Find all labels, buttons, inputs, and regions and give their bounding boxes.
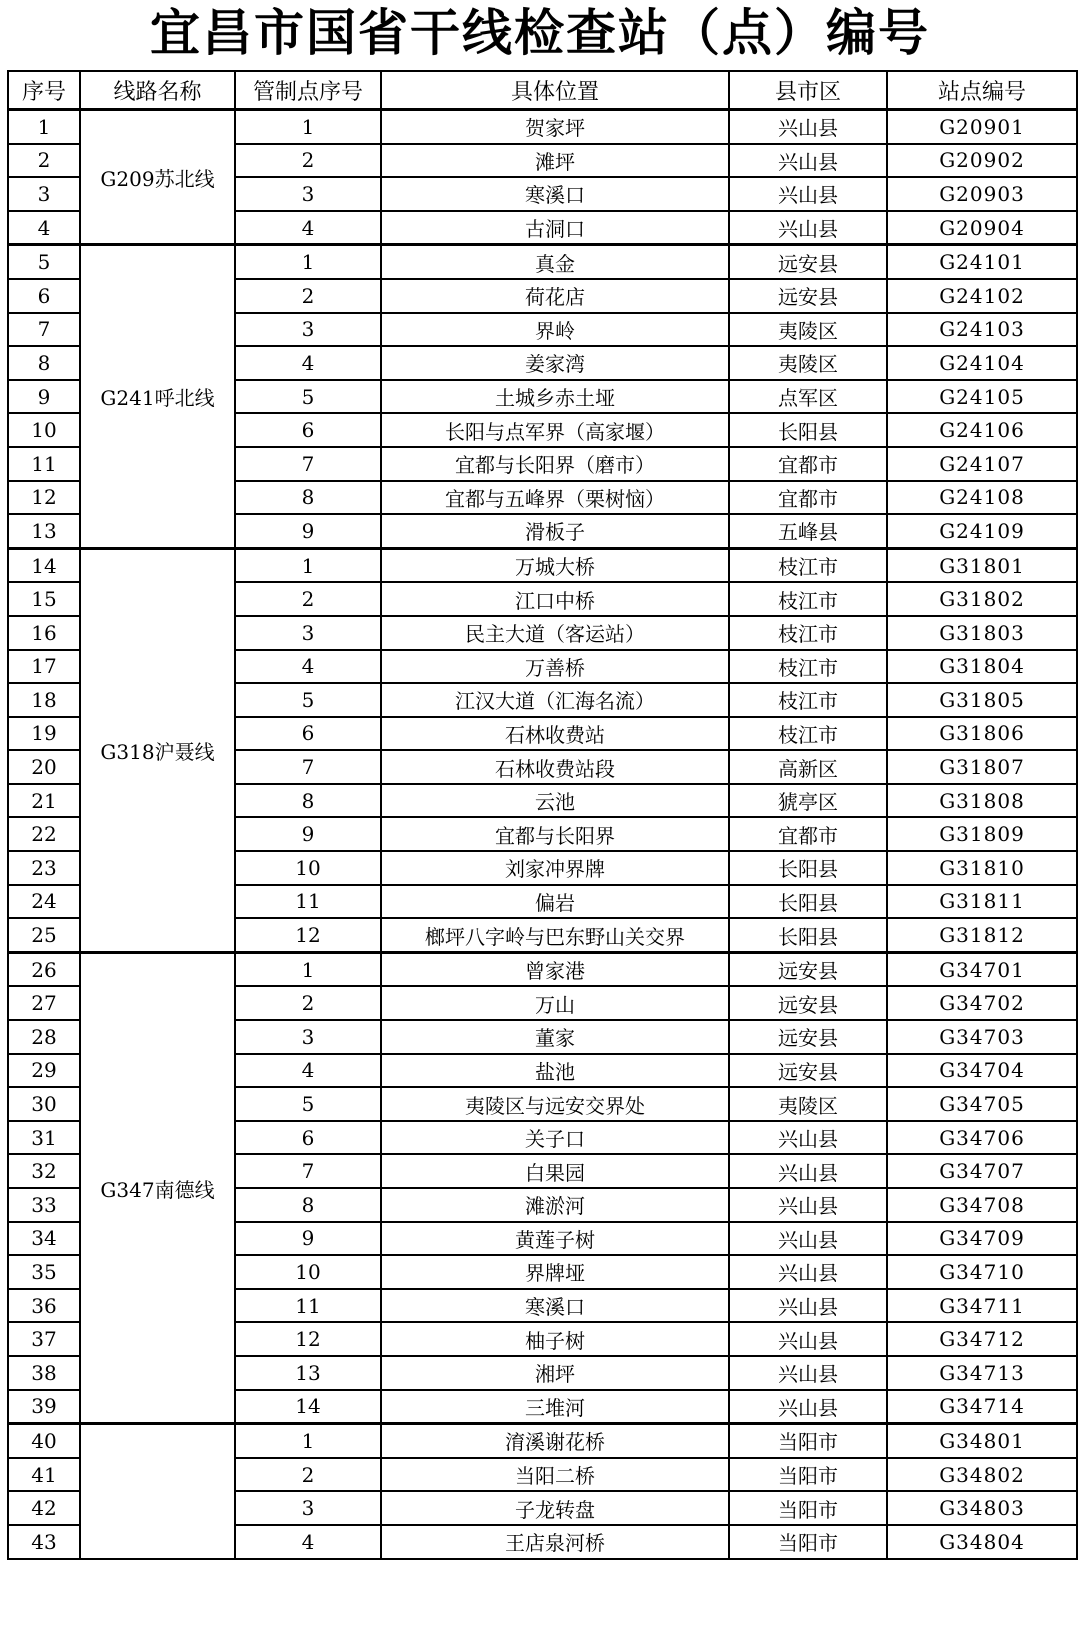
location-cell: 董家 <box>381 1020 729 1054</box>
station-code-cell: G31810 <box>887 851 1077 885</box>
header-station-code: 站点编号 <box>887 71 1077 110</box>
row-index-cell: 31 <box>8 1121 80 1155</box>
control-point-index-cell: 7 <box>235 750 381 784</box>
station-code-cell: G34709 <box>887 1222 1077 1256</box>
location-cell: 荷花店 <box>381 279 729 313</box>
control-point-index-cell: 9 <box>235 514 381 548</box>
station-code-cell: G20901 <box>887 110 1077 144</box>
row-index-cell: 18 <box>8 683 80 717</box>
row-index-cell: 43 <box>8 1525 80 1559</box>
location-cell: 淯溪谢花桥 <box>381 1424 729 1458</box>
table-row <box>8 548 1077 582</box>
table-row <box>8 245 1077 279</box>
location-cell: 滩坪 <box>381 144 729 178</box>
control-point-index-cell: 8 <box>235 1188 381 1222</box>
county-cell: 远安县 <box>729 952 887 986</box>
control-point-index-cell: 13 <box>235 1356 381 1390</box>
location-cell: 关子口 <box>381 1121 729 1155</box>
station-code-cell: G31802 <box>887 582 1077 616</box>
county-cell: 长阳县 <box>729 413 887 447</box>
route-name-cell <box>80 1424 235 1559</box>
location-cell: 云池 <box>381 784 729 818</box>
control-point-index-cell: 2 <box>235 144 381 178</box>
station-code-cell: G24105 <box>887 380 1077 414</box>
county-cell: 夷陵区 <box>729 346 887 380</box>
row-index-cell: 17 <box>8 650 80 684</box>
location-cell: 宜都与长阳界（磨市） <box>381 447 729 481</box>
row-index-cell: 24 <box>8 885 80 919</box>
row-index-cell: 35 <box>8 1255 80 1289</box>
control-point-index-cell: 5 <box>235 1087 381 1121</box>
row-index-cell: 6 <box>8 279 80 313</box>
county-cell: 兴山县 <box>729 1255 887 1289</box>
route-name-cell: G347南德线 <box>80 952 235 1423</box>
control-point-index-cell: 9 <box>235 817 381 851</box>
control-point-index-cell: 1 <box>235 110 381 144</box>
station-code-cell: G24104 <box>887 346 1077 380</box>
county-cell: 高新区 <box>729 750 887 784</box>
county-cell: 宜都市 <box>729 447 887 481</box>
control-point-index-cell: 1 <box>235 952 381 986</box>
row-index-cell: 9 <box>8 380 80 414</box>
location-cell: 王店泉河桥 <box>381 1525 729 1559</box>
control-point-index-cell: 1 <box>235 548 381 582</box>
station-code-cell: G31812 <box>887 918 1077 952</box>
location-cell: 古洞口 <box>381 211 729 245</box>
county-cell: 兴山县 <box>729 1154 887 1188</box>
row-index-cell: 14 <box>8 548 80 582</box>
table-row <box>8 1424 1077 1458</box>
control-point-index-cell: 2 <box>235 279 381 313</box>
location-cell: 夷陵区与远安交界处 <box>381 1087 729 1121</box>
row-index-cell: 30 <box>8 1087 80 1121</box>
station-code-cell: G31801 <box>887 548 1077 582</box>
row-index-cell: 3 <box>8 177 80 211</box>
county-cell: 兴山县 <box>729 1289 887 1323</box>
row-index-cell: 16 <box>8 616 80 650</box>
row-index-cell: 19 <box>8 717 80 751</box>
row-index-cell: 15 <box>8 582 80 616</box>
station-code-cell: G31809 <box>887 817 1077 851</box>
control-point-index-cell: 4 <box>235 650 381 684</box>
route-name-cell: G318沪聂线 <box>80 548 235 952</box>
county-cell: 兴山县 <box>729 144 887 178</box>
control-point-index-cell: 9 <box>235 1222 381 1256</box>
county-cell: 远安县 <box>729 279 887 313</box>
row-index-cell: 13 <box>8 514 80 548</box>
location-cell: 湘坪 <box>381 1356 729 1390</box>
row-index-cell: 1 <box>8 110 80 144</box>
station-code-cell: G34705 <box>887 1087 1077 1121</box>
control-point-index-cell: 11 <box>235 1289 381 1323</box>
station-code-cell: G34708 <box>887 1188 1077 1222</box>
header-county: 县市区 <box>729 71 887 110</box>
row-index-cell: 25 <box>8 918 80 952</box>
row-index-cell: 36 <box>8 1289 80 1323</box>
table-row <box>8 952 1077 986</box>
header-control-point-index: 管制点序号 <box>235 71 381 110</box>
control-point-index-cell: 3 <box>235 1020 381 1054</box>
location-cell: 寒溪口 <box>381 1289 729 1323</box>
table-header <box>8 71 1077 110</box>
row-index-cell: 2 <box>8 144 80 178</box>
control-point-index-cell: 3 <box>235 616 381 650</box>
control-point-index-cell: 4 <box>235 1525 381 1559</box>
location-cell: 江汉大道（汇海名流） <box>381 683 729 717</box>
county-cell: 远安县 <box>729 1020 887 1054</box>
control-point-index-cell: 8 <box>235 784 381 818</box>
location-cell: 土城乡赤土垭 <box>381 380 729 414</box>
station-code-cell: G20904 <box>887 211 1077 245</box>
location-cell: 万善桥 <box>381 650 729 684</box>
station-code-cell: G31811 <box>887 885 1077 919</box>
county-cell: 点军区 <box>729 380 887 414</box>
station-code-cell: G34802 <box>887 1458 1077 1492</box>
row-index-cell: 7 <box>8 313 80 347</box>
control-point-index-cell: 4 <box>235 1054 381 1088</box>
county-cell: 兴山县 <box>729 177 887 211</box>
station-code-cell: G20903 <box>887 177 1077 211</box>
station-code-cell: G34711 <box>887 1289 1077 1323</box>
location-cell: 长阳与点军界（高家堰） <box>381 413 729 447</box>
county-cell: 枝江市 <box>729 683 887 717</box>
row-index-cell: 33 <box>8 1188 80 1222</box>
station-code-cell: G34714 <box>887 1390 1077 1424</box>
row-index-cell: 22 <box>8 817 80 851</box>
control-point-index-cell: 12 <box>235 1322 381 1356</box>
control-point-index-cell: 4 <box>235 211 381 245</box>
county-cell: 兴山县 <box>729 211 887 245</box>
county-cell: 兴山县 <box>729 1222 887 1256</box>
row-index-cell: 37 <box>8 1322 80 1356</box>
station-code-cell: G31804 <box>887 650 1077 684</box>
row-index-cell: 20 <box>8 750 80 784</box>
station-code-cell: G24107 <box>887 447 1077 481</box>
row-index-cell: 12 <box>8 481 80 515</box>
location-cell: 偏岩 <box>381 885 729 919</box>
control-point-index-cell: 5 <box>235 683 381 717</box>
control-point-index-cell: 2 <box>235 1458 381 1492</box>
row-index-cell: 41 <box>8 1458 80 1492</box>
station-code-cell: G34706 <box>887 1121 1077 1155</box>
location-cell: 宜都与长阳界 <box>381 817 729 851</box>
header-route-name: 线路名称 <box>80 71 235 110</box>
station-code-cell: G34712 <box>887 1322 1077 1356</box>
station-code-cell: G34803 <box>887 1491 1077 1525</box>
row-index-cell: 26 <box>8 952 80 986</box>
row-index-cell: 11 <box>8 447 80 481</box>
county-cell: 猇亭区 <box>729 784 887 818</box>
row-index-cell: 21 <box>8 784 80 818</box>
location-cell: 界岭 <box>381 313 729 347</box>
location-cell: 榔坪八字岭与巴东野山关交界 <box>381 918 729 952</box>
row-index-cell: 28 <box>8 1020 80 1054</box>
row-index-cell: 38 <box>8 1356 80 1390</box>
county-cell: 远安县 <box>729 986 887 1020</box>
route-name-cell: G209苏北线 <box>80 110 235 245</box>
location-cell: 万城大桥 <box>381 548 729 582</box>
row-index-cell: 23 <box>8 851 80 885</box>
control-point-index-cell: 6 <box>235 413 381 447</box>
county-cell: 当阳市 <box>729 1525 887 1559</box>
location-cell: 万山 <box>381 986 729 1020</box>
control-point-index-cell: 7 <box>235 1154 381 1188</box>
station-code-cell: G34801 <box>887 1424 1077 1458</box>
location-cell: 寒溪口 <box>381 177 729 211</box>
county-cell: 当阳市 <box>729 1424 887 1458</box>
control-point-index-cell: 7 <box>235 447 381 481</box>
county-cell: 五峰县 <box>729 514 887 548</box>
control-point-index-cell: 1 <box>235 245 381 279</box>
checkpoint-table <box>7 70 1078 1560</box>
station-code-cell: G31803 <box>887 616 1077 650</box>
control-point-index-cell: 11 <box>235 885 381 919</box>
location-cell: 曾家港 <box>381 952 729 986</box>
route-name-cell: G241呼北线 <box>80 245 235 548</box>
table-body <box>8 110 1077 1559</box>
location-cell: 界牌垭 <box>381 1255 729 1289</box>
station-code-cell: G24103 <box>887 313 1077 347</box>
county-cell: 夷陵区 <box>729 313 887 347</box>
control-point-index-cell: 1 <box>235 1424 381 1458</box>
station-code-cell: G31807 <box>887 750 1077 784</box>
location-cell: 姜家湾 <box>381 346 729 380</box>
control-point-index-cell: 4 <box>235 346 381 380</box>
county-cell: 宜都市 <box>729 481 887 515</box>
station-code-cell: G31808 <box>887 784 1077 818</box>
control-point-index-cell: 3 <box>235 177 381 211</box>
county-cell: 宜都市 <box>729 817 887 851</box>
control-point-index-cell: 10 <box>235 851 381 885</box>
control-point-index-cell: 2 <box>235 582 381 616</box>
header-location: 具体位置 <box>381 71 729 110</box>
row-index-cell: 42 <box>8 1491 80 1525</box>
station-code-cell: G24102 <box>887 279 1077 313</box>
control-point-index-cell: 2 <box>235 986 381 1020</box>
control-point-index-cell: 3 <box>235 313 381 347</box>
page-title: 宜昌市国省干线检查站（点）编号 <box>150 4 930 62</box>
station-code-cell: G34707 <box>887 1154 1077 1188</box>
location-cell: 滩淤河 <box>381 1188 729 1222</box>
location-cell: 石林收费站段 <box>381 750 729 784</box>
station-code-cell: G24106 <box>887 413 1077 447</box>
control-point-index-cell: 6 <box>235 717 381 751</box>
row-index-cell: 27 <box>8 986 80 1020</box>
control-point-index-cell: 6 <box>235 1121 381 1155</box>
control-point-index-cell: 5 <box>235 380 381 414</box>
county-cell: 枝江市 <box>729 650 887 684</box>
header-row <box>8 71 1077 110</box>
control-point-index-cell: 8 <box>235 481 381 515</box>
location-cell: 盐池 <box>381 1054 729 1088</box>
county-cell: 枝江市 <box>729 582 887 616</box>
station-code-cell: G34703 <box>887 1020 1077 1054</box>
row-index-cell: 32 <box>8 1154 80 1188</box>
location-cell: 贺家坪 <box>381 110 729 144</box>
control-point-index-cell: 12 <box>235 918 381 952</box>
table-row <box>8 110 1077 144</box>
station-code-cell: G34702 <box>887 986 1077 1020</box>
county-cell: 兴山县 <box>729 1390 887 1424</box>
row-index-cell: 4 <box>8 211 80 245</box>
station-code-cell: G34704 <box>887 1054 1077 1088</box>
station-code-cell: G31806 <box>887 717 1077 751</box>
row-index-cell: 40 <box>8 1424 80 1458</box>
station-code-cell: G24108 <box>887 481 1077 515</box>
county-cell: 长阳县 <box>729 885 887 919</box>
station-code-cell: G24101 <box>887 245 1077 279</box>
county-cell: 兴山县 <box>729 1121 887 1155</box>
station-code-cell: G24109 <box>887 514 1077 548</box>
county-cell: 当阳市 <box>729 1458 887 1492</box>
station-code-cell: G31805 <box>887 683 1077 717</box>
county-cell: 当阳市 <box>729 1491 887 1525</box>
county-cell: 兴山县 <box>729 1356 887 1390</box>
location-cell: 滑板子 <box>381 514 729 548</box>
row-index-cell: 34 <box>8 1222 80 1256</box>
location-cell: 当阳二桥 <box>381 1458 729 1492</box>
station-code-cell: G34804 <box>887 1525 1077 1559</box>
county-cell: 兴山县 <box>729 110 887 144</box>
county-cell: 枝江市 <box>729 548 887 582</box>
county-cell: 长阳县 <box>729 851 887 885</box>
county-cell: 兴山县 <box>729 1188 887 1222</box>
location-cell: 黄莲子树 <box>381 1222 729 1256</box>
location-cell: 三堆河 <box>381 1390 729 1424</box>
county-cell: 枝江市 <box>729 616 887 650</box>
county-cell: 兴山县 <box>729 1322 887 1356</box>
county-cell: 夷陵区 <box>729 1087 887 1121</box>
row-index-cell: 29 <box>8 1054 80 1088</box>
control-point-index-cell: 14 <box>235 1390 381 1424</box>
station-code-cell: G34710 <box>887 1255 1077 1289</box>
location-cell: 民主大道（客运站） <box>381 616 729 650</box>
county-cell: 长阳县 <box>729 918 887 952</box>
header-index: 序号 <box>8 71 80 110</box>
row-index-cell: 39 <box>8 1390 80 1424</box>
county-cell: 远安县 <box>729 1054 887 1088</box>
county-cell: 远安县 <box>729 245 887 279</box>
control-point-index-cell: 10 <box>235 1255 381 1289</box>
location-cell: 宜都与五峰界（栗树恼） <box>381 481 729 515</box>
row-index-cell: 10 <box>8 413 80 447</box>
control-point-index-cell: 3 <box>235 1491 381 1525</box>
location-cell: 石林收费站 <box>381 717 729 751</box>
station-code-cell: G34701 <box>887 952 1077 986</box>
county-cell: 枝江市 <box>729 717 887 751</box>
location-cell: 江口中桥 <box>381 582 729 616</box>
location-cell: 刘家冲界牌 <box>381 851 729 885</box>
location-cell: 柚子树 <box>381 1322 729 1356</box>
location-cell: 白果园 <box>381 1154 729 1188</box>
row-index-cell: 5 <box>8 245 80 279</box>
location-cell: 真金 <box>381 245 729 279</box>
row-index-cell: 8 <box>8 346 80 380</box>
location-cell: 子龙转盘 <box>381 1491 729 1525</box>
station-code-cell: G34713 <box>887 1356 1077 1390</box>
station-code-cell: G20902 <box>887 144 1077 178</box>
